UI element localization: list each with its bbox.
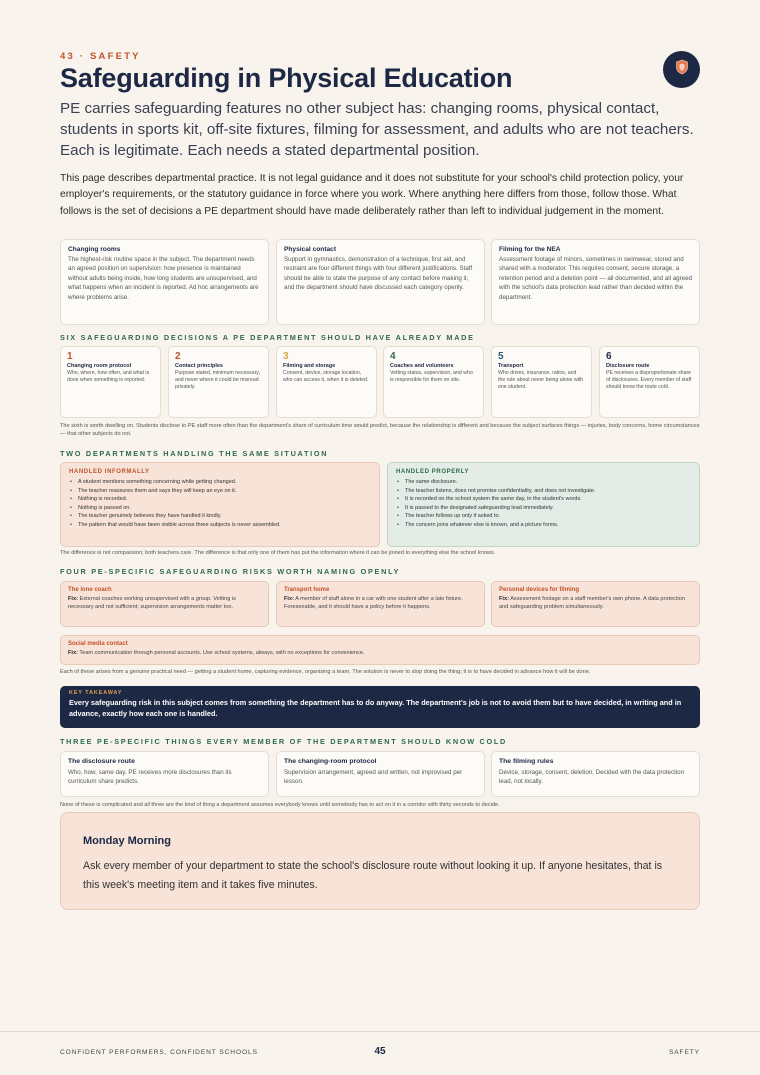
- feature-card-changing-rooms: [60, 239, 269, 325]
- decision-title: Transport: [498, 363, 524, 369]
- feature-text: Assessment footage of minors, sometimes in swimwear, stored and shared with a moderator. This requires consent, secure storage, a retention period and a deletion point — all documented, and all agreed with the school's data protection lead rather than decided within the department.: [499, 256, 692, 301]
- compare-informal-label: HANDLED INFORMALLY: [69, 469, 150, 475]
- decision-number: 1: [67, 351, 73, 362]
- feature-text: Support in gymnastics, demonstration of a technique, first aid, and restraint are four different things with four different justifications. Staff should be able to state the purpose of any contact before making it, and the department should have discussed each category openly.: [284, 256, 473, 292]
- list-item: • Nothing is passed on.: [69, 504, 371, 513]
- decision-card-1: [60, 346, 161, 418]
- decision-text: PE receives a disproportionate share of disclosures. Every member of staff should know the route cold.: [606, 370, 692, 390]
- list-item: • It is passed to the designated safeguarding lead immediately.: [396, 504, 691, 513]
- know-title: The changing-room protocol: [284, 758, 377, 765]
- risks-note: Each of these arises from a genuine practical need — getting a student home, capturing evidence, organising a team. The solution is never to stop doing the thing; it is to have decided in advance how it will be done.: [60, 669, 591, 675]
- fix-label: Fix:: [499, 596, 509, 602]
- intro-paragraph: This page describes departmental practice. It is not legal guidance and it does not substitute for your school's child protection policy, your employer's requirements, or the statutory guidance in force where you work. Where anything here differs from those, follow those. What follows is the set of decisions a PE department should have made deliberately rather than left to individual judgement in the moment.: [60, 173, 684, 217]
- list-item: • A student mentions something concerning while getting changed.: [69, 478, 371, 487]
- key-takeaway-text: Every safeguarding risk in this subject comes from something the department has to do anyway. The department's job is not to avoid them but to have decided, in writing and in advance, exactly how each one is handled.: [69, 698, 682, 718]
- monday-morning-title: Monday Morning: [83, 835, 171, 847]
- decision-number: 5: [498, 351, 504, 362]
- risk-card-social-media: [60, 635, 700, 665]
- decision-card-2: [168, 346, 269, 418]
- list-item: • Nothing is recorded.: [69, 495, 371, 504]
- decision-title: Coaches and volunteers: [390, 363, 454, 369]
- feature-card-filming: [491, 239, 700, 325]
- risk-fix: Team communication through personal accounts. Use school systems, always, with no exceptions for convenience.: [79, 650, 365, 656]
- key-takeaway-label: KEY TAKEAWAY: [69, 690, 123, 696]
- section-heading-compare: TWO DEPARTMENTS HANDLING THE SAME SITUATION: [60, 449, 329, 458]
- risk-card-lone-coach: [60, 581, 269, 627]
- page-number: 45: [374, 1046, 386, 1057]
- risk-text: [68, 595, 261, 611]
- risk-fix: External coaches working unsupervised with a group. Vetting is necessary and not sufficient; supervision arrangements matter too.: [68, 596, 236, 610]
- feature-text: The highest-risk routine space in the subject. The department needs an agreed position on supervision: how presence is maintained without adults being inside, how long students are unsupervised, and what happens when an incident is reported. Ad hoc arrangements are where problems arise.: [68, 256, 259, 301]
- list-item: • The teacher reassures them and says they will keep an eye on it.: [69, 487, 371, 496]
- compare-note: The difference is not compassion; both teachers care. The difference is that only one of them has put the information where it can be joined to everything else the school knows.: [60, 550, 496, 556]
- decision-card-5: [491, 346, 592, 418]
- page-title: Safeguarding in Physical Education: [60, 63, 513, 93]
- decision-text: Who, where, how often, and what is done when something is reported.: [67, 370, 150, 383]
- decision-text: Who drives, insurance, ratios, and the rule about never being alone with one student.: [498, 370, 584, 390]
- feature-title: Filming for the NEA: [499, 246, 561, 253]
- fix-label: Fix:: [284, 596, 294, 602]
- section-heading-risks: FOUR PE-SPECIFIC SAFEGUARDING RISKS WORTH NAMING OPENLY: [60, 567, 401, 576]
- risk-title: Transport home: [284, 587, 330, 593]
- list-item: • The same disclosure.: [396, 478, 691, 487]
- know-text: Supervision arrangement, agreed and written, not improvised per lesson.: [284, 769, 463, 785]
- feature-title: Physical contact: [284, 246, 337, 253]
- know-text: Device, storage, consent, deletion. Decided with the data protection lead, not locally.: [499, 769, 685, 785]
- fix-label: Fix:: [68, 596, 78, 602]
- monday-morning-box: [60, 812, 700, 910]
- know-card-changing-room: [276, 751, 485, 797]
- shield-icon: [675, 59, 689, 80]
- section-kicker: 43 · SAFETY: [60, 51, 141, 62]
- decision-card-6: [599, 346, 700, 418]
- key-takeaway-box: [60, 686, 700, 728]
- decision-title: Disclosure route: [606, 363, 650, 369]
- compare-proper-panel: [387, 462, 700, 547]
- risk-title: Social media contact: [68, 641, 128, 647]
- feature-title: Changing rooms: [68, 246, 121, 253]
- decision-title: Changing room protocol: [67, 363, 132, 369]
- section-badge: [663, 51, 700, 88]
- decision-text: Purpose stated, minimum necessary, and never where it could be misread privately.: [175, 370, 260, 390]
- risk-card-transport: [276, 581, 485, 627]
- decision-text: Consent, device, storage location, who can access it, when it is deleted.: [283, 370, 369, 383]
- fix-label: Fix:: [68, 650, 78, 656]
- compare-informal-list: [69, 478, 371, 530]
- know-card-disclosure: [60, 751, 269, 797]
- decision-card-4: [383, 346, 484, 418]
- list-item: • The concern joins whatever else is known, and a picture forms.: [396, 521, 691, 530]
- risk-card-devices: [491, 581, 700, 627]
- risk-fix: A member of staff alone in a car with one student after a late fixture. Foreseeable, and it should have a policy before it happens.: [284, 596, 463, 610]
- list-item: • The teacher listens, does not promise confidentiality, and does not investigate.: [396, 487, 691, 496]
- list-item: • The teacher follows up only if asked to.: [396, 512, 691, 521]
- decision-number: 3: [283, 351, 289, 362]
- lede-paragraph: PE carries safeguarding features no other subject has: changing rooms, physical contact, students in sports kit, off-site fixtures, filming for assessment, and adults who are not teachers. Each is legitimate. Each needs a stated departmental position.: [60, 100, 694, 159]
- monday-morning-text: Ask every member of your department to state the school's disclosure route without looking it up. If anyone hesitates, that is this week's meeting item and it takes five minutes.: [83, 860, 663, 891]
- list-item: • It is recorded on the school system the same day, in the student's words.: [396, 495, 691, 504]
- list-item: • The teacher genuinely believes they have handled it kindly.: [69, 512, 371, 521]
- decision-text: Vetting status, supervision, and who is responsible for them on site.: [390, 370, 473, 383]
- risk-title: Personal devices for filming: [499, 587, 580, 593]
- compare-informal-panel: [60, 462, 380, 547]
- know-title: The filming rules: [499, 758, 554, 765]
- decisions-note: The sixth is worth dwelling on. Students disclose to PE staff more often than the department's share of curriculum time would predict, because the relationship is different and because the subject surfaces things — injuries, body concerns, home circumstances — that other subjects do not.: [60, 423, 700, 437]
- know-title: The disclosure route: [68, 758, 135, 765]
- risk-title: The lone coach: [68, 587, 112, 593]
- decision-number: 6: [606, 351, 612, 362]
- section-heading-decisions: SIX SAFEGUARDING DECISIONS A PE DEPARTMENT SHOULD HAVE ALREADY MADE: [60, 333, 475, 342]
- decision-number: 4: [390, 351, 396, 362]
- feature-card-physical-contact: [276, 239, 485, 325]
- know-text: Who, how, same day. PE receives more disclosures than its curriculum share predicts.: [68, 769, 232, 785]
- decision-title: Contact principles: [175, 363, 223, 369]
- decision-title: Filming and storage: [283, 363, 336, 369]
- compare-proper-list: [396, 478, 691, 530]
- risk-text: [284, 595, 477, 611]
- footer-book-title: CONFIDENT PERFORMERS, CONFIDENT SCHOOLS: [60, 1049, 258, 1056]
- decision-card-3: [276, 346, 377, 418]
- know-card-filming: [491, 751, 700, 797]
- compare-proper-label: HANDLED PROPERLY: [396, 469, 470, 475]
- footer-divider: [0, 1031, 760, 1032]
- know-note: None of these is complicated and all three are the kind of thing a department assumes everybody knows until somebody has to act on it in a corridor with thirty seconds to decide.: [60, 802, 500, 808]
- risk-text: [499, 595, 692, 611]
- footer-section: SAFETY: [668, 1049, 700, 1056]
- list-item: • The pattern that would have been visible across three subjects is never assembled.: [69, 521, 371, 530]
- risk-fix: Assessment footage on a staff member's own phone. A data protection and safeguarding problem simultaneously.: [499, 596, 685, 610]
- risk-text: [68, 649, 692, 657]
- section-heading-know: THREE PE-SPECIFIC THINGS EVERY MEMBER OF THE DEPARTMENT SHOULD KNOW COLD: [60, 737, 507, 746]
- decision-number: 2: [175, 351, 181, 362]
